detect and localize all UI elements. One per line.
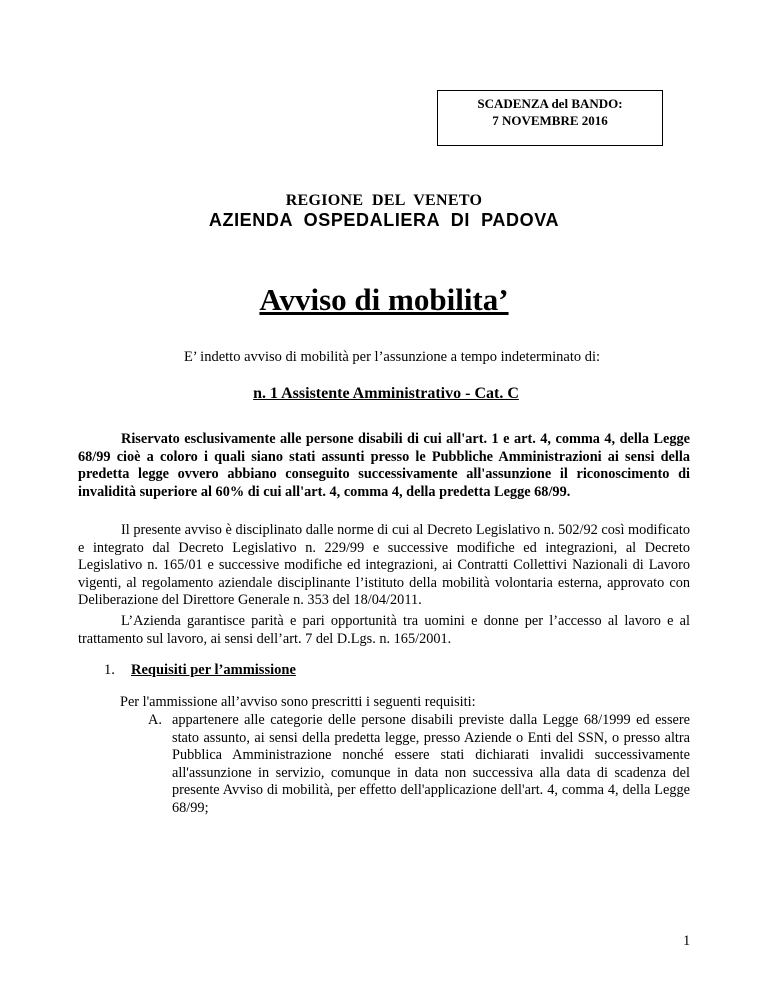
- parity-text: L’Azienda garantisce parità e pari opportunità tra uomini e donne per l’accesso al lavoro e al trattamento sul lavoro, ai sensi dell’art. 7 del D.Lgs. n. 165/2001.: [78, 613, 690, 647]
- section-number: 1.: [104, 662, 115, 678]
- requirement-letter: A.: [148, 712, 162, 728]
- requirements-intro: Per l'ammissione all’avviso sono prescritti i seguenti requisiti:: [120, 694, 476, 710]
- intro-text: E’ indetto avviso di mobilità per l’assunzione a tempo indeterminato di:: [183, 349, 601, 365]
- norms-paragraph: [78, 522, 690, 610]
- deadline-box: [437, 90, 663, 146]
- section-heading: [104, 662, 296, 679]
- parity-paragraph: [78, 613, 690, 648]
- position-heading: n. 1 Assistente Amministrativo - Cat. C: [253, 385, 519, 402]
- azienda-heading: AZIENDA OSPEDALIERA DI PADOVA: [208, 210, 560, 230]
- page-title: Avviso di mobilita’: [259, 282, 509, 317]
- page-number: 1: [683, 933, 691, 949]
- requirement-text: appartenere alle categorie delle persone disabili previste dalla Legge 68/1999 ed essere stato assunto, ai sensi della predetta legge, presso Aziende o Enti del SSN, o presso altra Pubblica Amministrazione nonché essere stati dichiarati invalidi successivamente all'assunzione in servizio, comunque in data non successiva alla data di scadenza del presente Avviso di mobilità, per effetto dell'applicazione dell'art. 4, comma 4, della Legge 68/99;: [172, 712, 690, 816]
- norms-text: Il presente avviso è disciplinato dalle norme di cui al Decreto Legislativo n. 502/92 così modificato e integrato dal Decreto Legislativo n. 229/99 e successive modifiche ed integrazioni, al Decreto Legislativo n. 165/01 e successive modifiche ed integrazioni, ai Contratti Collettivi Nazionali di Lavoro vigenti, al regolamento aziendale disciplinante l’istituto della mobilità volontaria esterna, approvato con Deliberazione del Direttore Generale n. 353 del 18/04/2011.: [78, 522, 690, 608]
- deadline-label: SCADENZA del BANDO:: [477, 96, 623, 111]
- reserved-text: Riservato esclusivamente alle persone disabili di cui all'art. 1 e art. 4, comma 4, della Legge 68/99 cioè a coloro i quali siano stati assunti presso le Pubbliche Amministrazioni ai sensi della predetta legge ovvero abbiano conseguito successivamente all'assunzione il riconoscimento di invalidità superiore al 60% di cui all'art. 4, comma 4, della predetta Legge 68/99.: [78, 431, 690, 500]
- region-heading: REGIONE DEL VENETO: [285, 192, 483, 209]
- reserved-paragraph: [78, 431, 690, 501]
- section-title: Requisiti per l’ammissione: [131, 662, 296, 678]
- deadline-date: 7 NOVEMBRE 2016: [492, 113, 608, 128]
- requirement-item: [148, 712, 690, 817]
